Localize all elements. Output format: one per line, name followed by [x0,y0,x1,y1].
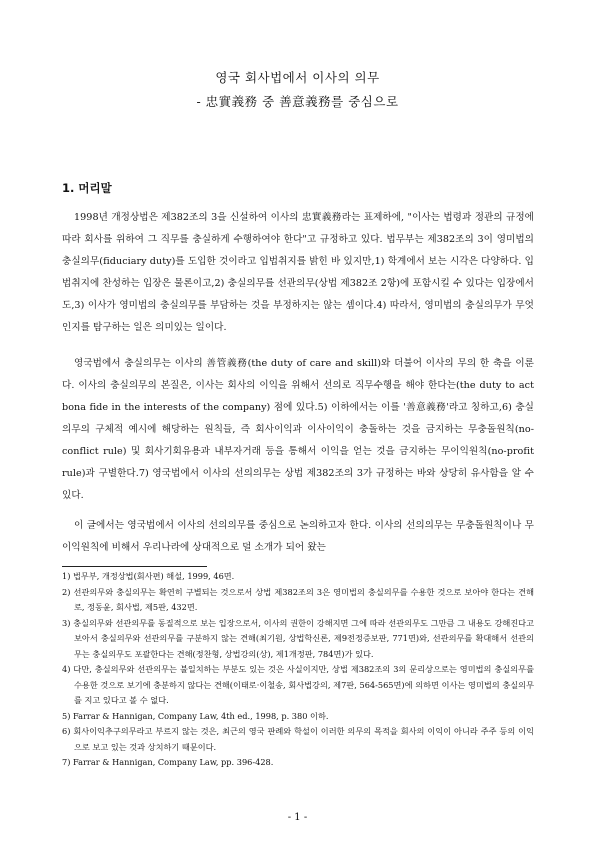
footnote-2: 2) 선관의무와 충실의무는 확연히 구별되는 것으로서 상법 제382조의 3은 영미법의 충실의무를 수용한 것으로 보아야 한다는 견해로, 정동윤, 회사법, 제5판, 432면. [62,586,534,612]
footnote-3: 3) 충실의무와 선관의무를 동질적으로 보는 입장으로서, 이사의 권한이 강해지면 그에 따라 선관의무도 그만큼 그 내용도 강해진다고 보아서 충실의무와 선관의무를 구분하지 않는 견해(최기원, 상법학신론, 제9전정증보판, 771면)와, 선관의무를 확대해서 선관의무는 충실의무도 포괄한다는 견해(정찬형, 상법강의(상), 제1개정판, 784면)가 있다. [62,617,534,659]
body-paragraph: 영국법에서 충실의무는 이사의 善管義務(the duty of care and skill)와 더불어 이사의 무의 한 축을 이룬다. 이사의 충실의무의 본질은, 이사는 회사의 이익을 위해서 선의로 직무수행을 해야 한다는(the duty to act bona fide in the interests of the company) 점에 있다.5) 이하에서는 이를 '善意義務'라고 칭하고,6) 충실의무의 구체적 예시에 해당하는 원칙들, 즉 회사이익과 이사이익이 충돌하는 것을 금지하는 무충돌원칙(no-conflict rule) 및 회사기회유용과 내부자거래 등을 통해서 이익을 얻는 것을 금지하는 무이익원칙(no-profit rule)과 구별한다.7) 영국법에서 이사의 선의의무는 상법 제382조의 3가 규정하는 바와 상당히 유사함을 알 수 있다. [62,358,534,501]
body-paragraph-2-container [62,353,534,507]
section-heading: 1. 머리말 [62,181,112,195]
footnotes [62,569,534,771]
footnote-7: 7) Farrar & Hannigan, Company Law, pp. 396-428. [62,757,274,767]
footnote-4: 4) 다만, 충실의무와 선관의무는 불일치하는 부분도 있는 것은 사실이지만, 상법 제382조의 3의 문리상으로는 영미법의 충실의무를 수용한 것으로 보기에 충분하지 않다는 견해(이태로·이철송, 회사법강의, 제7판, 564-565면)에 의하면 이사는 영미법의 충실의무를 지고 있다고 볼 수 없다. [62,664,534,705]
footnote-5: 5) Farrar & Hannigan, Company Law, 4th ed., 1998, p. 380 이하. [62,710,329,721]
body-paragraph: 1998년 개정상법은 제382조의 3을 신설하여 이사의 忠實義務라는 표제하에, "이사는 법령과 정관의 규정에 따라 회사를 위하여 그 직무를 충실하게 수행하여야 한다"고 규정하고 있다. 법무부는 제382조의 3이 영미법의 충실의무(fiduciary duty)를 도입한 것이라고 입법취지를 밝힌 바 있지만,1) 학계에서 보는 시각은 다양하다. 입법취지에 찬성하는 입장은 물론이고,2) 충실의무를 선관의무(상법 제382조 2항)에 포함시킬 수 있다는 입장에서도,3) 이사가 영미법의 충실의무를 부담하는 것을 부정하지는 않는 셈이다.4) 따라서, 영미법의 충실의무가 무엇인지를 탐구하는 일은 의미있는 일이다. [62,212,534,333]
document-title: 영국 회사법에서 이사의 의무 [215,70,380,85]
page-number: - 1 - [287,812,308,823]
body-paragraph: 이 글에서는 영국법에서 이사의 선의의무를 중심으로 논의하고자 한다. 이사의 선의의무는 무충돌원칙이나 무이익원칙에 비해서 우리나라에 상대적으로 덜 소개가 되어 왔는 [62,520,534,553]
body-paragraph-1-container [62,207,534,339]
footnote-1: 1) 법무부, 개정상법(회사편) 해설, 1999, 46면. [62,571,235,581]
footnote-divider [62,566,207,567]
document-subtitle: - 忠實義務 중 善意義務를 중심으로 [196,94,399,109]
title-block [0,66,595,114]
body-paragraph-3-container [62,515,534,559]
footnote-6: 6) 회사이익추구의무라고 부르지 않는 것은, 최근의 영국 판례와 학설이 이러한 의무의 목적을 회사의 이익이 아니라 주주 등의 이익으로 보고 있는 것과 상치하기 때문이다. [62,726,534,752]
